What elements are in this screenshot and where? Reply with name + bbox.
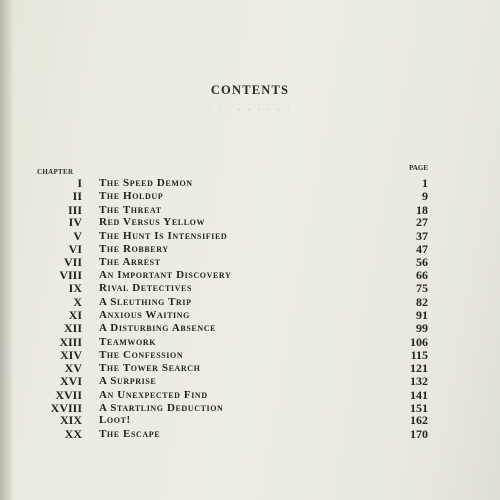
page-number: 9 (422, 189, 428, 203)
chapter-title: The Robbery (99, 243, 169, 255)
chapter-title: A Surprise (99, 375, 157, 387)
chapter-title: The Speed Demon (99, 177, 193, 189)
chapter-title: Rival Detectives (99, 282, 193, 294)
chapter-title: The Holdup (99, 190, 164, 202)
page-number: 170 (410, 427, 428, 441)
chapter-title: Anxious Waiting (99, 309, 190, 321)
page-number: 82 (416, 295, 428, 309)
toc-entry (0, 282, 500, 295)
page-number: 106 (410, 335, 428, 349)
chapter-title: A Sleuthing Trip (99, 296, 192, 308)
toc-entry (0, 428, 500, 441)
chapter-number: XVI (59, 374, 82, 388)
chapter-title: An Unexpected Find (99, 389, 208, 401)
chapter-number: I (77, 176, 82, 190)
chapter-number: XVIII (50, 401, 82, 415)
bleed-through-text: · · · · · · · · · (207, 105, 292, 116)
chapter-number: XI (68, 308, 82, 322)
toc-entry (0, 216, 500, 229)
chapter-title: The Hunt Is Intensified (99, 230, 228, 242)
chapter-title: The Escape (99, 428, 161, 440)
toc-entry (0, 322, 500, 335)
chapter-number: XX (64, 427, 82, 441)
chapter-number: VII (63, 255, 82, 269)
page-number: 47 (416, 242, 428, 256)
chapter-title: A Disturbing Absence (99, 322, 217, 334)
chapter-title: The Tower Search (99, 362, 201, 374)
chapter-number: VI (68, 242, 82, 256)
page-number: 99 (416, 321, 428, 335)
chapter-title: The Arrest (99, 256, 161, 268)
page-number: 162 (410, 413, 428, 427)
chapter-number: II (72, 189, 82, 203)
chapter-title: Loot! (99, 414, 131, 426)
chapter-number: IV (68, 215, 82, 229)
chapter-number: XVII (55, 388, 82, 402)
chapter-number: XIV (59, 348, 82, 362)
page-number: 132 (410, 374, 428, 388)
page-column-header: PAGE (409, 164, 428, 172)
page-number: 141 (410, 388, 428, 402)
chapter-number: XII (63, 321, 82, 335)
chapter-number: X (73, 295, 82, 309)
page-number: 56 (416, 255, 428, 269)
chapter-title: A Startling Deduction (99, 402, 224, 414)
page-number: 151 (410, 401, 428, 415)
page-number: 18 (416, 203, 428, 217)
chapter-title: An Important Discovery (99, 269, 232, 281)
page-number: 91 (416, 308, 428, 322)
chapter-number: VIII (59, 268, 82, 282)
chapter-title: The Threat (99, 204, 162, 216)
page-number: 1 (422, 176, 428, 190)
toc-entry (0, 375, 500, 388)
chapter-column-header: CHAPTER (37, 168, 74, 176)
toc-entry (0, 414, 500, 427)
chapter-number: IX (68, 281, 82, 295)
chapter-title: Teamwork (99, 336, 157, 348)
chapter-number: XV (64, 361, 82, 375)
chapter-number: XIX (59, 413, 82, 427)
page-number: 27 (416, 215, 428, 229)
page-number: 115 (410, 348, 428, 362)
contents-title: CONTENTS (210, 83, 290, 97)
chapter-number: V (73, 229, 82, 243)
page-number: 121 (410, 361, 428, 375)
chapter-number: III (67, 203, 82, 217)
chapter-number: XIII (59, 335, 82, 349)
page-number: 37 (416, 229, 428, 243)
page-number: 75 (416, 281, 428, 295)
toc-entry (0, 190, 500, 203)
chapter-title: The Confession (99, 349, 184, 361)
chapter-title: Red Versus Yellow (99, 216, 206, 228)
page-number: 66 (416, 268, 428, 282)
